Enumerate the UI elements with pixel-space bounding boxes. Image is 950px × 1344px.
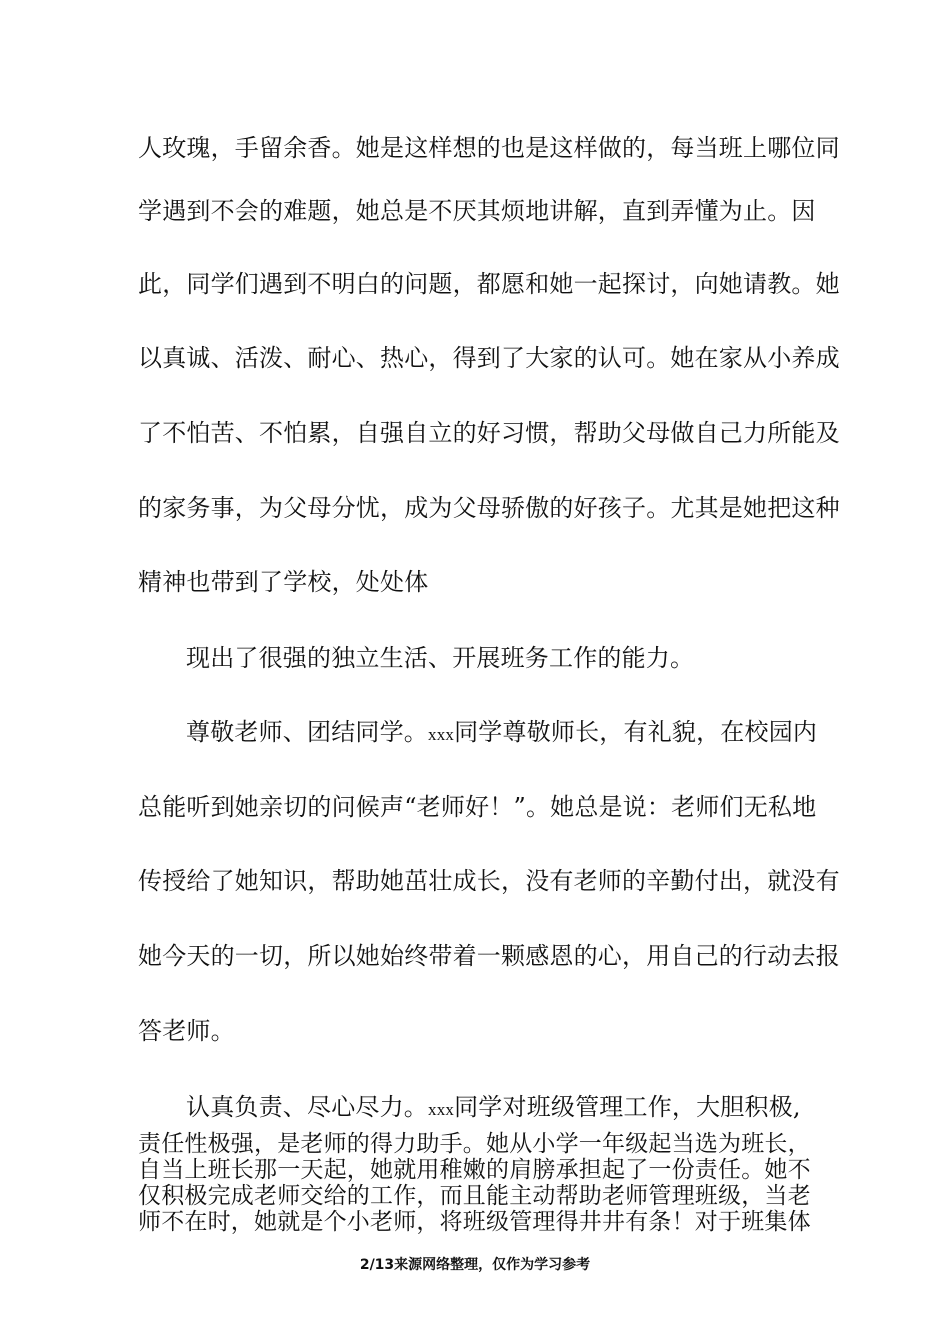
paragraph-line: 以真诚、活泼、耐心、热心，得到了大家的认可。她在家从小养成 xyxy=(138,344,840,372)
paragraph-line: 总能听到她亲切的问候声“老师好！”。她总是说：老师们无私地 xyxy=(138,793,817,821)
paragraph-line: 了不怕苦、不怕累，自强自立的好习惯，帮助父母做自己力所能及 xyxy=(138,419,840,447)
student-name: xxx xyxy=(428,725,455,744)
paragraph-line: 自当上班长那一天起，她就用稚嫩的肩膀承担起了一份责任。她不 xyxy=(138,1157,811,1183)
paragraph-first-line xyxy=(186,717,817,750)
paragraph-text: 同学对班级管理工作，大胆积极, xyxy=(454,1093,801,1121)
paragraph-line: 责任性极强，是老师的得力助手。她从小学一年级起当选为班长， xyxy=(138,1131,811,1157)
paragraph-line: 的家务事，为父母分忧，成为父母骄傲的好孩子。尤其是她把这种 xyxy=(138,494,840,522)
paragraph-text: 认真负责、尽心尽力。 xyxy=(186,1093,428,1121)
page-footer: 2/13来源网络整理，仅作为学习参考 xyxy=(359,1257,591,1273)
paragraph-text: 尊敬老师、团结同学。 xyxy=(186,718,428,746)
paragraph-line: 现出了很强的独立生活、开展班务工作的能力。 xyxy=(186,644,695,672)
paragraph-line: 她今天的一切，所以她始终带着一颗感恩的心，用自己的行动去报 xyxy=(138,942,840,970)
student-name: xxx xyxy=(428,1100,455,1119)
paragraph-line: 此，同学们遇到不明白的问题，都愿和她一起探讨，向她请教。她 xyxy=(138,270,840,298)
paragraph-line: 答老师。 xyxy=(138,1017,235,1045)
paragraph-line: 传授给了她知识，帮助她茁壮成长，没有老师的辛勤付出，就没有 xyxy=(138,867,840,895)
paragraph-text: 同学尊敬师长，有礼貌，在校园内 xyxy=(454,718,818,746)
paragraph-first-line xyxy=(186,1092,801,1125)
paragraph-line: 精神也带到了学校，处处体 xyxy=(138,568,429,596)
paragraph-line: 仅积极完成老师交给的工作，而且能主动帮助老师管理班级，当老 xyxy=(138,1183,811,1209)
paragraph-line: 师不在时，她就是个小老师，将班级管理得井井有条！对于班集体 xyxy=(138,1209,811,1235)
paragraph-line: 人玫瑰，手留余香。她是这样想的也是这样做的，每当班上哪位同 xyxy=(138,134,840,162)
paragraph-line: 学遇到不会的难题，她总是不厌其烦地讲解，直到弄懂为止。因 xyxy=(138,197,816,225)
